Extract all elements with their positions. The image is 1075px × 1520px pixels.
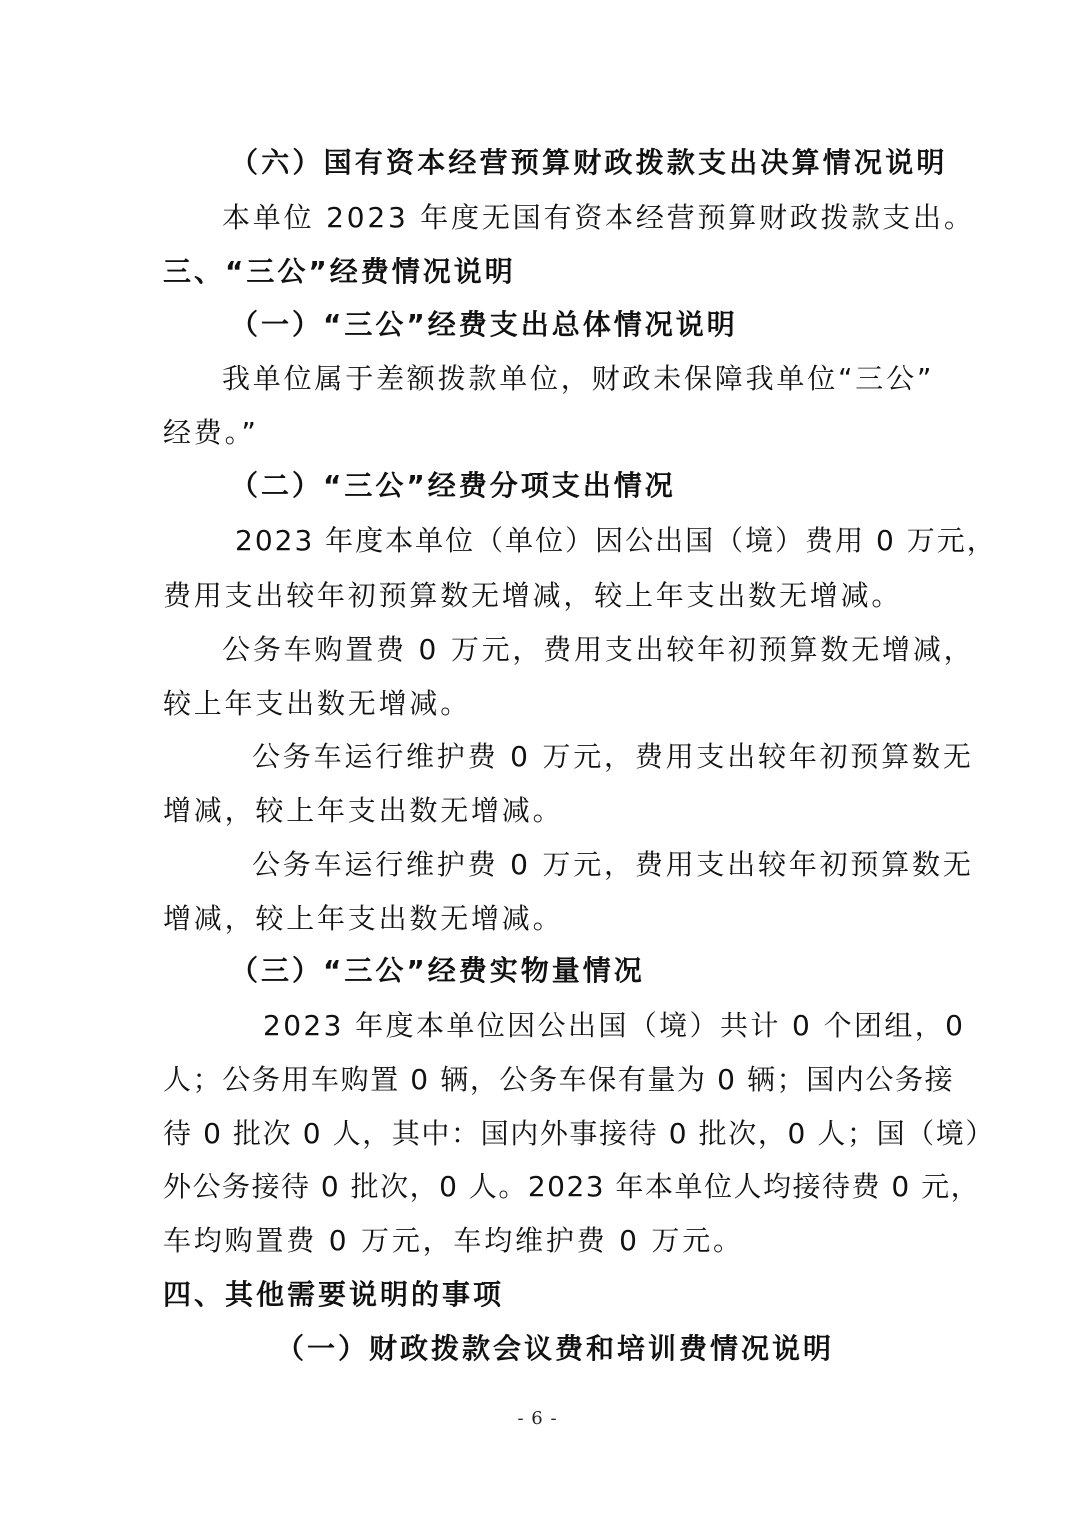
- paragraph-vehicle-maintenance-repeat-line-2: 增减，较上年支出数无增减。: [163, 902, 564, 935]
- paragraph-physical-line-4: 外公务接待 0 批次，0 人。2023 年本单位人均接待费 0 元，: [163, 1170, 981, 1203]
- paragraph-overall-line-2: 经费。”: [163, 416, 259, 449]
- paragraph-overseas-cost-line-1: 2023 年度本单位（单位）因公出国（境）费用 0 万元，: [235, 524, 997, 557]
- paragraph-state-capital-budget: 本单位 2023 年度无国有资本经营预算财政拨款支出。: [222, 201, 975, 234]
- paragraph-vehicle-maintenance-line-1: 公务车运行维护费 0 万元，费用支出较年初预算数无: [252, 740, 974, 773]
- paragraph-vehicle-purchase-line-1: 公务车购置费 0 万元，费用支出较年初预算数无增减，: [222, 633, 975, 666]
- paragraph-physical-line-2: 人；公务用车购置 0 辆，公务车保有量为 0 辆；国内公务接: [163, 1063, 955, 1096]
- paragraph-physical-line-5: 车均购置费 0 万元，车均维护费 0 万元。: [163, 1224, 744, 1257]
- paragraph-overall-line-1: 我单位属于差额拨款单位，财政未保障我单位“三公”: [222, 362, 935, 395]
- paragraph-vehicle-maintenance-repeat-line-1: 公务车运行维护费 0 万元，费用支出较年初预算数无: [252, 848, 974, 881]
- heading-state-capital-budget: （六）国有资本经营预算财政拨款支出决算情况说明: [230, 146, 948, 179]
- section-other-matters-title: 四、其他需要说明的事项: [163, 1278, 505, 1311]
- page-number: - 6 -: [517, 1408, 558, 1429]
- paragraph-physical-line-1: 2023 年度本单位因公出国（境）共计 0 个团组，0: [263, 1009, 966, 1042]
- subheading-itemized-expenses: （二）“三公”经费分项支出情况: [230, 469, 676, 502]
- subheading-physical-quantity: （三）“三公”经费实物量情况: [230, 954, 645, 987]
- paragraph-physical-line-3: 待 0 批次 0 人，其中：国内外事接待 0 批次，0 人；国（境）: [163, 1117, 995, 1150]
- paragraph-vehicle-purchase-line-2: 较上年支出数无增减。: [163, 687, 472, 720]
- paragraph-overseas-cost-line-2: 费用支出较年初预算数无增减，较上年支出数无增减。: [163, 579, 903, 612]
- section-three-public-expenses-title: 三、“三公”经费情况说明: [163, 255, 516, 288]
- subheading-meeting-training-fees: （一）财政拨款会议费和培训费情况说明: [276, 1332, 835, 1365]
- paragraph-vehicle-maintenance-line-2: 增减，较上年支出数无增减。: [163, 794, 564, 827]
- subheading-overall-expenses: （一）“三公”经费支出总体情况说明: [230, 308, 738, 341]
